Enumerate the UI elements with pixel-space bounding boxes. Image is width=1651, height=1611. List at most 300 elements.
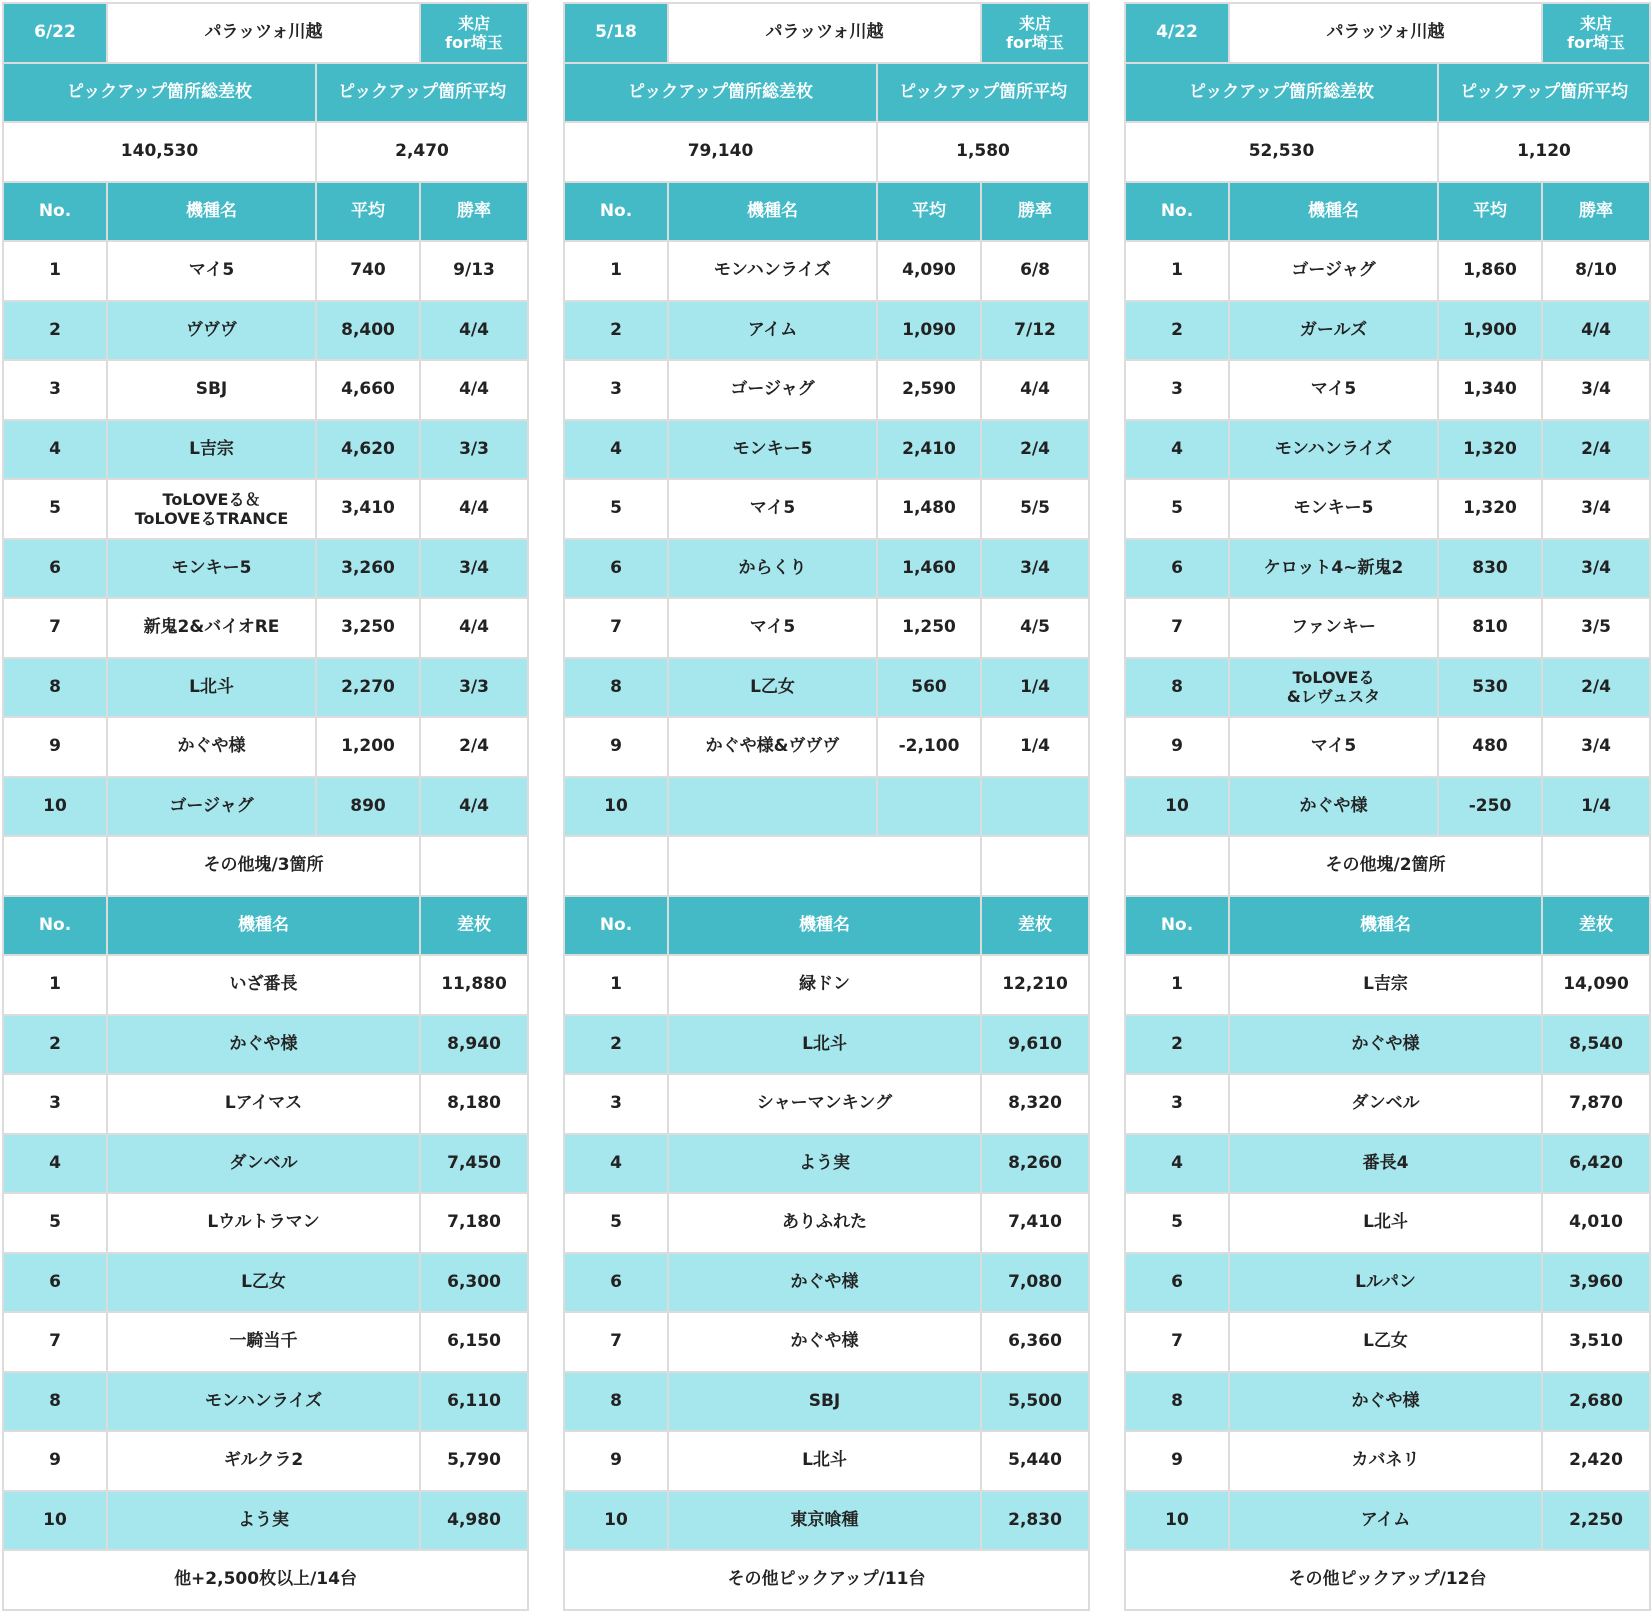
model-no: 7 bbox=[3, 598, 107, 658]
daily-panel bbox=[2, 2, 527, 1611]
other-blocks-row bbox=[3, 836, 528, 896]
results-table bbox=[2, 2, 529, 1611]
model-row bbox=[3, 717, 528, 777]
model-row bbox=[564, 479, 1089, 539]
model-average: 2,270 bbox=[316, 658, 420, 718]
store-name: パラッツォ川越 bbox=[107, 3, 420, 63]
model-row bbox=[3, 479, 528, 539]
machine-name: 一騎当千 bbox=[107, 1312, 420, 1372]
machine-row bbox=[1125, 1431, 1650, 1491]
machine-row bbox=[3, 1134, 528, 1194]
model-row bbox=[3, 777, 528, 837]
machine-no: 6 bbox=[1125, 1253, 1229, 1313]
machine-diff: 8,540 bbox=[1542, 1015, 1650, 1075]
machine-row bbox=[3, 1015, 528, 1075]
machine-row bbox=[1125, 1372, 1650, 1432]
blank-cell bbox=[420, 836, 528, 896]
model-average: 890 bbox=[316, 777, 420, 837]
model-name bbox=[668, 598, 877, 658]
model-average: -250 bbox=[1438, 777, 1542, 837]
machine-row bbox=[1125, 1193, 1650, 1253]
date-cell: 4/22 bbox=[1125, 3, 1229, 63]
machine-row bbox=[564, 1134, 1089, 1194]
model-name-line: マイ5 bbox=[188, 260, 235, 281]
model-average: 1,460 bbox=[877, 539, 981, 599]
model-header-row bbox=[564, 182, 1089, 242]
machine-no: 10 bbox=[3, 1491, 107, 1551]
model-row bbox=[3, 539, 528, 599]
daily-panel bbox=[563, 2, 1088, 1611]
model-name-line: L吉宗 bbox=[189, 438, 234, 459]
machine-name: L乙女 bbox=[107, 1253, 420, 1313]
machine-row bbox=[1125, 1134, 1650, 1194]
model-winrate: 3/4 bbox=[1542, 539, 1650, 599]
machine-no: 1 bbox=[3, 955, 107, 1015]
machine-name: L乙女 bbox=[1229, 1312, 1542, 1372]
model-row bbox=[1125, 241, 1650, 301]
model-average: 3,260 bbox=[316, 539, 420, 599]
model-row bbox=[3, 301, 528, 361]
date-cell: 6/22 bbox=[3, 3, 107, 63]
footer-row bbox=[564, 1550, 1089, 1610]
model-name-line: かぐや様&ヴヴヴ bbox=[705, 736, 840, 757]
col-header-winrate: 勝率 bbox=[420, 182, 528, 242]
model-average: 1,090 bbox=[877, 301, 981, 361]
col-header-winrate: 勝率 bbox=[981, 182, 1089, 242]
results-table bbox=[1124, 2, 1651, 1611]
model-average: 830 bbox=[1438, 539, 1542, 599]
average-header: ピックアップ箇所平均 bbox=[1438, 63, 1650, 123]
machine-row bbox=[1125, 955, 1650, 1015]
model-no: 1 bbox=[3, 241, 107, 301]
model-name-line: かぐや様 bbox=[1299, 795, 1368, 816]
model-no: 3 bbox=[3, 360, 107, 420]
machine-row bbox=[3, 1193, 528, 1253]
machine-diff: 8,260 bbox=[981, 1134, 1089, 1194]
model-winrate: 3/4 bbox=[1542, 717, 1650, 777]
model-name-line: ゴージャグ bbox=[1291, 260, 1376, 281]
machine-row bbox=[1125, 1074, 1650, 1134]
model-name bbox=[668, 360, 877, 420]
model-winrate: 8/10 bbox=[1542, 241, 1650, 301]
machine-diff: 7,450 bbox=[420, 1134, 528, 1194]
machine-name: かぐや様 bbox=[668, 1253, 981, 1313]
col-header-no: No. bbox=[1125, 182, 1229, 242]
model-name-line: SBJ bbox=[195, 379, 228, 400]
machine-no: 3 bbox=[3, 1074, 107, 1134]
model-name bbox=[668, 658, 877, 718]
machine-diff: 8,180 bbox=[420, 1074, 528, 1134]
machine-diff: 5,440 bbox=[981, 1431, 1089, 1491]
model-name bbox=[668, 241, 877, 301]
col-header-model: 機種名 bbox=[1229, 182, 1438, 242]
model-name-line: アイム bbox=[747, 319, 798, 340]
machine-name: かぐや様 bbox=[668, 1312, 981, 1372]
average-header: ピックアップ箇所平均 bbox=[316, 63, 528, 123]
machine-name: モンハンライズ bbox=[107, 1372, 420, 1432]
event-label bbox=[420, 3, 528, 63]
machine-no: 10 bbox=[564, 1491, 668, 1551]
blank-cell bbox=[981, 836, 1089, 896]
model-name bbox=[668, 479, 877, 539]
col-header-average: 平均 bbox=[316, 182, 420, 242]
event-line: 来店 bbox=[1580, 13, 1613, 33]
machine-diff: 4,980 bbox=[420, 1491, 528, 1551]
model-no: 3 bbox=[1125, 360, 1229, 420]
model-row bbox=[564, 717, 1089, 777]
model-name bbox=[107, 658, 316, 718]
blank-cell bbox=[3, 836, 107, 896]
average-value: 2,470 bbox=[316, 122, 528, 182]
event-line: for埼玉 bbox=[445, 32, 503, 52]
model-no: 4 bbox=[3, 420, 107, 480]
machine-row bbox=[1125, 1015, 1650, 1075]
model-name-line: &レヴュスタ bbox=[1286, 687, 1381, 707]
model-winrate: 3/3 bbox=[420, 658, 528, 718]
machine-diff: 5,500 bbox=[981, 1372, 1089, 1432]
machine-diff: 2,250 bbox=[1542, 1491, 1650, 1551]
machine-name: Lルパン bbox=[1229, 1253, 1542, 1313]
model-row bbox=[1125, 420, 1650, 480]
model-winrate: 2/4 bbox=[420, 717, 528, 777]
average-header: ピックアップ箇所平均 bbox=[877, 63, 1089, 123]
machine-name: SBJ bbox=[668, 1372, 981, 1432]
model-winrate: 1/4 bbox=[981, 717, 1089, 777]
model-no: 1 bbox=[564, 241, 668, 301]
model-average: 810 bbox=[1438, 598, 1542, 658]
machine-row bbox=[564, 1015, 1089, 1075]
model-row bbox=[1125, 479, 1650, 539]
machine-diff: 7,080 bbox=[981, 1253, 1089, 1313]
machine-diff: 12,210 bbox=[981, 955, 1089, 1015]
model-no: 10 bbox=[564, 777, 668, 837]
machine-row bbox=[1125, 1312, 1650, 1372]
machine-no: 4 bbox=[564, 1134, 668, 1194]
model-name-line: マイ5 bbox=[1310, 736, 1357, 757]
model-winrate: 4/4 bbox=[981, 360, 1089, 420]
machine-row bbox=[3, 1491, 528, 1551]
col-header-diff: 差枚 bbox=[981, 896, 1089, 956]
results-table bbox=[563, 2, 1090, 1611]
summary-header-row bbox=[3, 63, 528, 123]
machine-name: 東京喰種 bbox=[668, 1491, 981, 1551]
model-no: 5 bbox=[3, 479, 107, 539]
model-no: 9 bbox=[564, 717, 668, 777]
model-row bbox=[1125, 301, 1650, 361]
model-row bbox=[564, 777, 1089, 837]
machine-diff: 8,320 bbox=[981, 1074, 1089, 1134]
machine-diff: 6,300 bbox=[420, 1253, 528, 1313]
model-no: 3 bbox=[564, 360, 668, 420]
model-no: 5 bbox=[564, 479, 668, 539]
machine-name: いざ番長 bbox=[107, 955, 420, 1015]
model-name bbox=[1229, 539, 1438, 599]
machine-no: 1 bbox=[1125, 955, 1229, 1015]
other-blocks-row bbox=[564, 836, 1089, 896]
machine-no: 2 bbox=[564, 1015, 668, 1075]
machine-diff: 9,610 bbox=[981, 1015, 1089, 1075]
model-name-line: マイ5 bbox=[749, 498, 796, 519]
machine-row bbox=[1125, 1253, 1650, 1313]
machine-no: 5 bbox=[564, 1193, 668, 1253]
summary-header-row bbox=[564, 63, 1089, 123]
machine-row bbox=[3, 1074, 528, 1134]
col-header-average: 平均 bbox=[1438, 182, 1542, 242]
model-winrate: 9/13 bbox=[420, 241, 528, 301]
col-header-diff: 差枚 bbox=[1542, 896, 1650, 956]
model-winrate: 3/4 bbox=[1542, 479, 1650, 539]
summary-value-row bbox=[3, 122, 528, 182]
model-name-line: かぐや様 bbox=[177, 736, 246, 757]
col-header-diff: 差枚 bbox=[420, 896, 528, 956]
model-name-line: モンキー5 bbox=[732, 438, 813, 459]
model-average: 530 bbox=[1438, 658, 1542, 718]
other-blocks-note bbox=[668, 836, 981, 896]
footer-note: 他+2,500枚以上/14台 bbox=[3, 1550, 528, 1610]
model-average: 8,400 bbox=[316, 301, 420, 361]
machine-row bbox=[564, 955, 1089, 1015]
machine-name: Lアイマス bbox=[107, 1074, 420, 1134]
machine-no: 4 bbox=[3, 1134, 107, 1194]
machine-name: ありふれた bbox=[668, 1193, 981, 1253]
model-average: 1,860 bbox=[1438, 241, 1542, 301]
machine-row bbox=[564, 1491, 1089, 1551]
machine-diff: 3,510 bbox=[1542, 1312, 1650, 1372]
machine-row bbox=[564, 1372, 1089, 1432]
model-average: 2,590 bbox=[877, 360, 981, 420]
machine-row bbox=[564, 1312, 1089, 1372]
model-name-line: ToLOVEるTRANCE bbox=[134, 508, 289, 528]
summary-value-row bbox=[1125, 122, 1650, 182]
model-average bbox=[877, 777, 981, 837]
model-no: 2 bbox=[3, 301, 107, 361]
model-name bbox=[107, 420, 316, 480]
model-name-line: マイ5 bbox=[1310, 379, 1357, 400]
model-row bbox=[3, 360, 528, 420]
model-name-line: ケロット4~新鬼2 bbox=[1263, 557, 1404, 578]
col-header-no: No. bbox=[1125, 896, 1229, 956]
model-row bbox=[3, 420, 528, 480]
footer-note: その他ピックアップ/11台 bbox=[564, 1550, 1089, 1610]
model-winrate: 5/5 bbox=[981, 479, 1089, 539]
col-header-model: 機種名 bbox=[107, 896, 420, 956]
machine-diff: 6,360 bbox=[981, 1312, 1089, 1372]
col-header-winrate: 勝率 bbox=[1542, 182, 1650, 242]
model-row bbox=[564, 301, 1089, 361]
model-name-line: モンハンライズ bbox=[713, 260, 832, 281]
machine-diff: 14,090 bbox=[1542, 955, 1650, 1015]
machine-no: 6 bbox=[564, 1253, 668, 1313]
model-winrate: 3/3 bbox=[420, 420, 528, 480]
machine-name: L北斗 bbox=[668, 1431, 981, 1491]
machine-row bbox=[3, 1312, 528, 1372]
model-average: 1,340 bbox=[1438, 360, 1542, 420]
model-name bbox=[107, 717, 316, 777]
total-diff-header: ピックアップ箇所総差枚 bbox=[3, 63, 316, 123]
model-name bbox=[668, 539, 877, 599]
model-winrate: 2/4 bbox=[1542, 658, 1650, 718]
blank-cell bbox=[1125, 836, 1229, 896]
machine-diff: 2,830 bbox=[981, 1491, 1089, 1551]
model-name bbox=[1229, 360, 1438, 420]
model-average: 480 bbox=[1438, 717, 1542, 777]
event-line: for埼玉 bbox=[1006, 32, 1064, 52]
model-winrate: 7/12 bbox=[981, 301, 1089, 361]
machine-name: ダンベル bbox=[1229, 1074, 1542, 1134]
machine-name: アイム bbox=[1229, 1491, 1542, 1551]
model-no: 7 bbox=[1125, 598, 1229, 658]
model-row bbox=[1125, 777, 1650, 837]
event-line: 来店 bbox=[458, 13, 491, 33]
model-winrate: 3/4 bbox=[1542, 360, 1650, 420]
machine-no: 7 bbox=[3, 1312, 107, 1372]
machine-name: シャーマンキング bbox=[668, 1074, 981, 1134]
machine-name: かぐや様 bbox=[107, 1015, 420, 1075]
model-name-line: ToLOVEる bbox=[1292, 668, 1375, 688]
machine-no: 7 bbox=[1125, 1312, 1229, 1372]
model-average: 740 bbox=[316, 241, 420, 301]
machine-name: 緑ドン bbox=[668, 955, 981, 1015]
model-name bbox=[107, 241, 316, 301]
model-no: 4 bbox=[564, 420, 668, 480]
model-name bbox=[107, 301, 316, 361]
model-average: 3,410 bbox=[316, 479, 420, 539]
model-name-line: モンキー5 bbox=[171, 557, 252, 578]
machine-no: 8 bbox=[1125, 1372, 1229, 1432]
machine-row bbox=[3, 1253, 528, 1313]
machine-diff: 6,150 bbox=[420, 1312, 528, 1372]
daily-panel bbox=[1124, 2, 1649, 1611]
model-winrate: 4/5 bbox=[981, 598, 1089, 658]
machine-no: 4 bbox=[1125, 1134, 1229, 1194]
machine-row bbox=[564, 1431, 1089, 1491]
model-name bbox=[1229, 777, 1438, 837]
event-line: for埼玉 bbox=[1567, 32, 1625, 52]
machine-diff: 2,680 bbox=[1542, 1372, 1650, 1432]
machine-no: 9 bbox=[1125, 1431, 1229, 1491]
machine-row bbox=[3, 1431, 528, 1491]
model-winrate: 4/4 bbox=[420, 479, 528, 539]
model-name bbox=[107, 777, 316, 837]
machine-no: 9 bbox=[564, 1431, 668, 1491]
machine-no: 1 bbox=[564, 955, 668, 1015]
blank-cell bbox=[564, 836, 668, 896]
model-winrate: 4/4 bbox=[420, 598, 528, 658]
model-no: 8 bbox=[564, 658, 668, 718]
model-winrate: 2/4 bbox=[1542, 420, 1650, 480]
machine-diff: 11,880 bbox=[420, 955, 528, 1015]
title-row bbox=[1125, 3, 1650, 63]
model-no: 6 bbox=[3, 539, 107, 599]
other-blocks-row bbox=[1125, 836, 1650, 896]
model-row bbox=[3, 598, 528, 658]
machine-diff: 7,180 bbox=[420, 1193, 528, 1253]
col-header-no: No. bbox=[564, 182, 668, 242]
model-name-line: ヴヴヴ bbox=[186, 319, 237, 340]
model-row bbox=[564, 360, 1089, 420]
model-no: 8 bbox=[1125, 658, 1229, 718]
other-blocks-note: その他塊/3箇所 bbox=[107, 836, 420, 896]
model-winrate: 6/8 bbox=[981, 241, 1089, 301]
total-diff-value: 140,530 bbox=[3, 122, 316, 182]
model-average: 1,320 bbox=[1438, 420, 1542, 480]
col-header-no: No. bbox=[3, 896, 107, 956]
model-name bbox=[1229, 301, 1438, 361]
machine-diff: 6,110 bbox=[420, 1372, 528, 1432]
model-average: 4,660 bbox=[316, 360, 420, 420]
model-no: 9 bbox=[1125, 717, 1229, 777]
model-winrate: 3/5 bbox=[1542, 598, 1650, 658]
model-no: 2 bbox=[1125, 301, 1229, 361]
model-average: 4,090 bbox=[877, 241, 981, 301]
blank-cell bbox=[1542, 836, 1650, 896]
model-no: 10 bbox=[3, 777, 107, 837]
col-header-average: 平均 bbox=[877, 182, 981, 242]
machine-diff: 3,960 bbox=[1542, 1253, 1650, 1313]
machine-name: 番長4 bbox=[1229, 1134, 1542, 1194]
model-row bbox=[564, 598, 1089, 658]
total-diff-value: 79,140 bbox=[564, 122, 877, 182]
machine-no: 3 bbox=[564, 1074, 668, 1134]
model-row bbox=[1125, 539, 1650, 599]
model-row bbox=[564, 539, 1089, 599]
model-average: 1,480 bbox=[877, 479, 981, 539]
model-winrate: 2/4 bbox=[981, 420, 1089, 480]
model-name-line: ゴージャグ bbox=[730, 379, 815, 400]
machine-no: 2 bbox=[1125, 1015, 1229, 1075]
model-name-line: L乙女 bbox=[750, 676, 795, 697]
model-no: 4 bbox=[1125, 420, 1229, 480]
machine-no: 5 bbox=[3, 1193, 107, 1253]
machine-name: ギルクラ2 bbox=[107, 1431, 420, 1491]
machine-no: 9 bbox=[3, 1431, 107, 1491]
model-header-row bbox=[1125, 182, 1650, 242]
machine-no: 3 bbox=[1125, 1074, 1229, 1134]
model-name bbox=[668, 717, 877, 777]
machine-no: 8 bbox=[3, 1372, 107, 1432]
footer-row bbox=[3, 1550, 528, 1610]
total-diff-header: ピックアップ箇所総差枚 bbox=[1125, 63, 1438, 123]
model-average: 4,620 bbox=[316, 420, 420, 480]
model-winrate: 1/4 bbox=[981, 658, 1089, 718]
model-average: -2,100 bbox=[877, 717, 981, 777]
col-header-model: 機種名 bbox=[1229, 896, 1542, 956]
model-row bbox=[3, 658, 528, 718]
total-diff-value: 52,530 bbox=[1125, 122, 1438, 182]
machine-diff: 7,410 bbox=[981, 1193, 1089, 1253]
model-name-line: 新鬼2&バイオRE bbox=[143, 617, 280, 638]
model-name bbox=[107, 479, 316, 539]
model-name bbox=[1229, 241, 1438, 301]
model-row bbox=[1125, 360, 1650, 420]
model-row bbox=[1125, 717, 1650, 777]
model-winrate: 4/4 bbox=[420, 777, 528, 837]
model-name-line: からくり bbox=[738, 557, 807, 578]
machine-no: 2 bbox=[3, 1015, 107, 1075]
machine-name: よう実 bbox=[668, 1134, 981, 1194]
machine-name: かぐや様 bbox=[1229, 1015, 1542, 1075]
model-winrate bbox=[981, 777, 1089, 837]
model-name-line: モンハンライズ bbox=[1274, 438, 1393, 459]
model-no: 9 bbox=[3, 717, 107, 777]
model-winrate: 4/4 bbox=[420, 301, 528, 361]
store-name: パラッツォ川越 bbox=[668, 3, 981, 63]
model-name bbox=[1229, 658, 1438, 718]
machine-no: 10 bbox=[1125, 1491, 1229, 1551]
machine-header-row bbox=[3, 896, 528, 956]
model-header-row bbox=[3, 182, 528, 242]
model-name bbox=[1229, 598, 1438, 658]
